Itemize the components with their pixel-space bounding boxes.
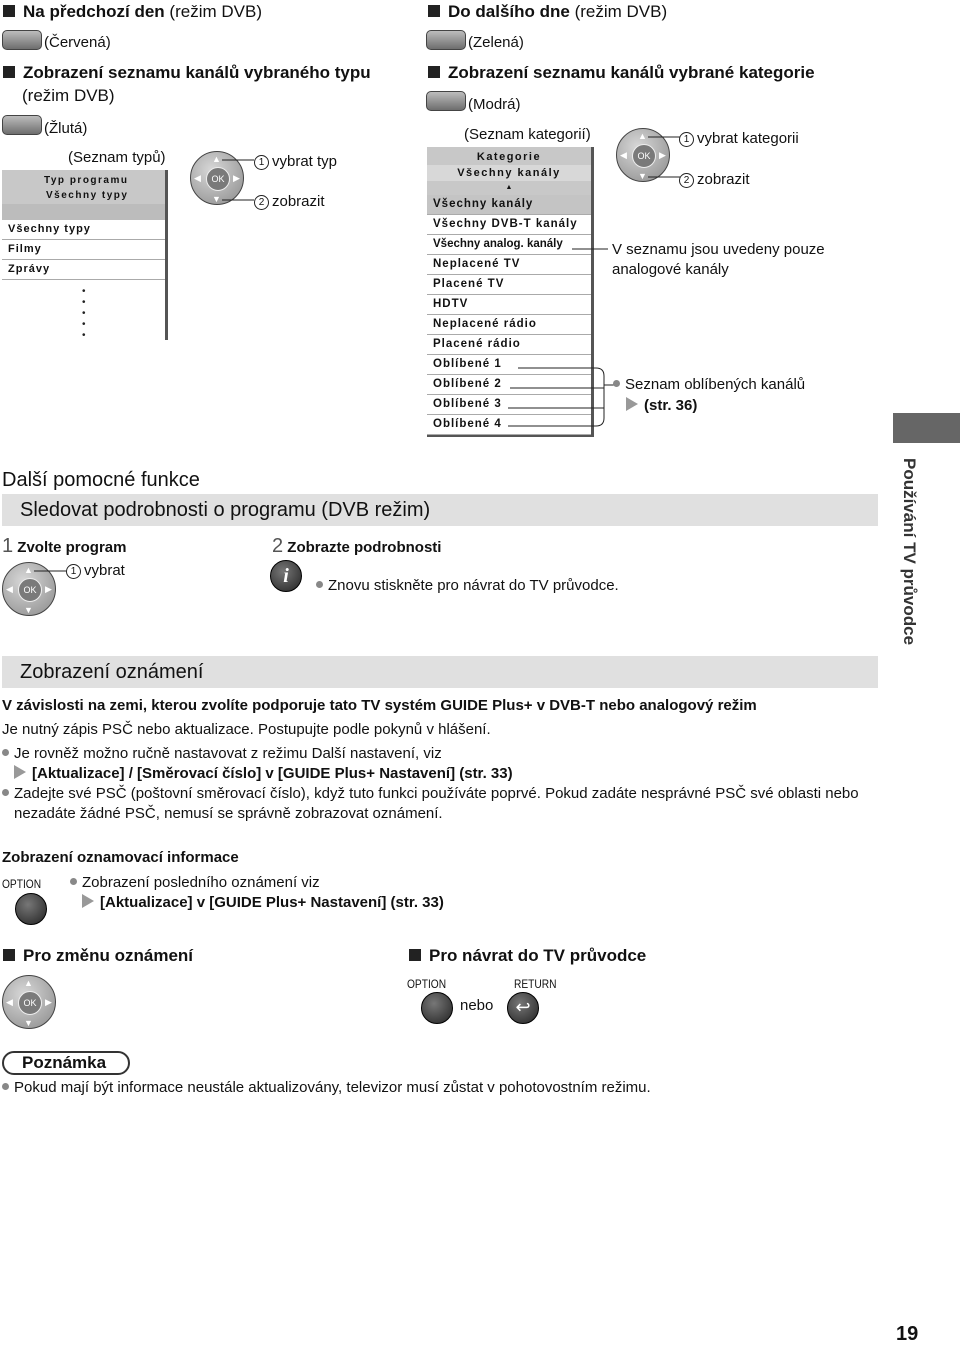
ok-button[interactable]: OK [18, 578, 42, 602]
arrow-left-icon: ◀ [6, 997, 13, 1007]
nav-pad-change[interactable] [2, 975, 56, 1029]
option-button-2[interactable] [421, 992, 453, 1024]
arrow-down-icon: ▼ [24, 1018, 33, 1028]
arrow-right-icon: ▶ [233, 173, 240, 183]
arrow-up-icon: ▲ [212, 154, 221, 164]
category-menu-item[interactable]: Všechny DVB-T kanály [427, 215, 591, 235]
option-label: OPTION [2, 877, 42, 891]
type-list-heading: Zobrazení seznamu kanálů vybraného typu [3, 63, 371, 83]
announcements-section: Zobrazení oznámení [2, 656, 878, 688]
select-type-label: 1 vybrat typ [254, 153, 337, 170]
type-menu-divider [2, 204, 165, 220]
option-label-2: OPTION [407, 977, 447, 991]
type-menu [2, 170, 168, 340]
category-menu-item[interactable]: Placené TV [427, 275, 591, 295]
category-menu-item[interactable]: HDTV [427, 295, 591, 315]
arrow-down-icon: ▼ [638, 171, 647, 181]
other-functions-title: Další pomocné funkce [2, 469, 200, 491]
ellipsis-dots: • • • • • [82, 286, 86, 341]
type-list-caption: (Seznam typů) [68, 149, 166, 166]
type-menu-item[interactable]: Všechny typy [2, 220, 165, 240]
category-menu-item[interactable]: Oblíbené 3 [427, 395, 591, 415]
or-text: nebo [460, 997, 494, 1014]
prev-day-heading: Na předchozí den (režim DVB) [3, 2, 262, 22]
select-category-label: 1 vybrat kategorii [679, 130, 799, 147]
category-menu-item[interactable]: Neplacené rádio [427, 315, 591, 335]
category-menu-item[interactable]: Oblíbené 2 [427, 375, 591, 395]
option-button[interactable] [15, 893, 47, 925]
step-2: 2 Zobrazte podrobnosti [272, 535, 442, 557]
red-label: (Červená) [44, 34, 111, 51]
category-menu-item[interactable]: Oblíbené 4 [427, 415, 591, 435]
red-button[interactable] [2, 30, 42, 50]
category-menu-item[interactable]: Všechny kanály [427, 195, 591, 215]
ok-button[interactable]: OK [632, 144, 656, 168]
arrow-right-icon: ▶ [45, 584, 52, 594]
yellow-button[interactable] [2, 115, 42, 135]
green-label: (Zelená) [468, 34, 524, 51]
green-button[interactable] [426, 30, 466, 50]
blue-button[interactable] [426, 91, 466, 111]
return-label: RETURN [514, 977, 557, 991]
scroll-up-icon[interactable]: ▲ [427, 181, 591, 195]
next-day-heading: Do dalšího dne (režim DVB) [428, 2, 667, 22]
category-caption: (Seznam kategorií) [464, 126, 591, 143]
side-tab-label: Používání TV průvodce [900, 458, 919, 646]
return-button[interactable] [507, 992, 539, 1024]
change-heading: Pro změnu oznámení [3, 946, 193, 966]
info-bullet: Zobrazení posledního oznámení viz [70, 874, 320, 891]
announcements-bullet2-cont: nezadáte žádné PSČ, nemusí se správně zobrazovat oznámení. [14, 805, 443, 822]
return-arrow-icon: ↩ [515, 997, 531, 1017]
arrow-left-icon: ◀ [194, 173, 201, 183]
announcements-bullet2: Zadejte své PSČ (poštovní směrovací číslo), když tuto funkci používáte poprvé. Pokud zadáte nesprávné PSČ své oblasti nebo [2, 785, 859, 802]
blue-label: (Modrá) [468, 96, 521, 113]
note-text: Pokud mají být informace neustále aktualizovány, televizor musí zůstat v pohotovostním režimu. [2, 1079, 651, 1096]
type-menu-header: Typ programu [2, 170, 165, 188]
arrow-down-icon: ▼ [212, 194, 221, 204]
return-heading: Pro návrat do TV průvodce [409, 946, 646, 966]
note-badge: Poznámka [2, 1051, 130, 1075]
announcements-bullet1: Je rovněž možno ručně nastavovat z režimu Další nastavení, viz [2, 745, 442, 762]
arrow-right-icon: ▶ [45, 997, 52, 1007]
arrow-left-icon: ◀ [6, 584, 13, 594]
type-list-mode: (režim DVB) [22, 86, 115, 105]
arrow-left-icon: ◀ [620, 150, 627, 160]
category-menu-header: Kategorie [427, 147, 591, 165]
program-details-section: Sledovat podrobnosti o programu (DVB režim) [2, 494, 878, 526]
category-menu-item[interactable]: Všechny analog. kanály [427, 235, 591, 255]
type-menu-item[interactable]: Zprávy [2, 260, 165, 280]
menu-callout-lines [500, 240, 630, 430]
page-number: 19 [896, 1323, 919, 1345]
info-button[interactable]: i [270, 560, 302, 592]
arrow-right-icon: ▶ [659, 150, 666, 160]
category-menu-item[interactable]: Oblíbené 1 [427, 355, 591, 375]
info-ref[interactable]: [Aktualizace] v [GUIDE Plus+ Nastavení] (str. 33) [82, 894, 444, 911]
callout-lines [210, 150, 260, 210]
category-heading: Zobrazení seznamu kanálů vybrané kategorie [428, 63, 815, 83]
side-tab-marker [893, 413, 960, 443]
show-type-label: 2 zobrazit [254, 193, 325, 210]
announcements-bullet1-ref[interactable]: [Aktualizace] / [Směrovací číslo] v [GUIDE Plus+ Nastavení] (str. 33) [14, 765, 513, 782]
favorites-ref[interactable]: (str. 36) [626, 397, 697, 414]
step2-note: Znovu stiskněte pro návrat do TV průvodce. [316, 577, 619, 594]
ok-button[interactable]: OK [206, 167, 230, 191]
category-menu-item[interactable]: Placené rádio [427, 335, 591, 355]
announcements-line2: Je nutný zápis PSČ nebo aktualizace. Postupujte podle pokynů v hlášení. [2, 721, 491, 738]
arrow-down-icon: ▼ [24, 605, 33, 615]
ok-button[interactable]: OK [18, 991, 42, 1015]
announcements-bold-line: V závislosti na zemi, kterou zvolíte podporuje tato TV systém GUIDE Plus+ v DVB-T nebo analogový režim [2, 697, 757, 714]
category-menu-item[interactable]: Neplacené TV [427, 255, 591, 275]
favorites-note: Seznam oblíbených kanálů [613, 376, 805, 393]
select-label: 1 vybrat [66, 562, 125, 579]
show-category-label: 2 zobrazit [679, 171, 750, 188]
info-title: Zobrazení oznamovací informace [2, 849, 239, 866]
arrow-up-icon: ▲ [638, 131, 647, 141]
category-menu-subheader: Všechny kanály [427, 165, 591, 181]
type-menu-subheader: Všechny typy [2, 188, 165, 204]
yellow-label: (Žlutá) [44, 120, 88, 137]
step-1: 1 Zvolte program [2, 535, 127, 557]
type-menu-item[interactable]: Filmy [2, 240, 165, 260]
analog-note: V seznamu jsou uvedeny pouze analogové kanály [612, 241, 825, 278]
arrow-up-icon: ▲ [24, 565, 33, 575]
arrow-up-icon: ▲ [24, 978, 33, 988]
